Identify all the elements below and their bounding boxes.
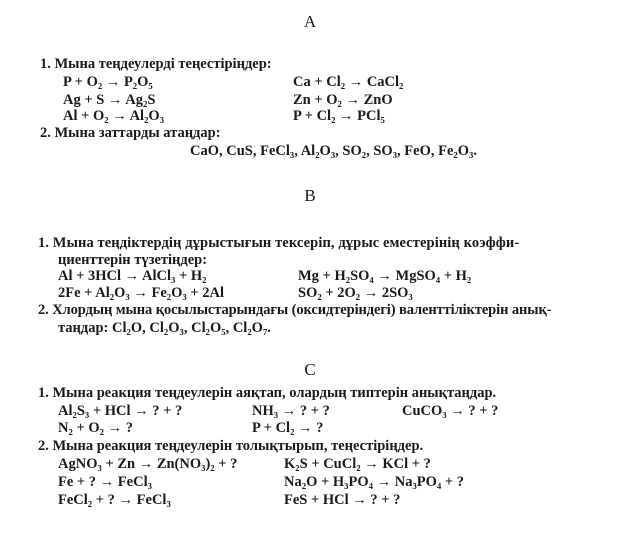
- section-a-heading: A: [303, 12, 317, 31]
- section-b-task-1-line-1: 1. Мына теңдіктердің дұрыстығын тексеріп, дұрыс еместерінің коэффи-: [38, 235, 520, 251]
- section-a-task-1: 1. Мына теңдеулерді теңестіріңдер:: [40, 56, 272, 72]
- a-substances: CaO, CuS, FeCl₃, Al₂O₃, SO₂, SO₃, FeO, Fe₂O₃.: [190, 143, 478, 159]
- b-eq-1-right: Mg + H₂SO₄ → MgSO₄ + H₂: [298, 268, 472, 284]
- c-eq-2-left: Fe + ? → FeCl₃: [58, 474, 152, 490]
- c-eq-1-left: AgNO₃ + Zn → Zn(NO₃)₂ + ?: [58, 456, 238, 472]
- b-eq-2-left: 2Fe + Al₂O₃ → Fe₂O₃ + 2Al: [58, 285, 225, 301]
- a-eq-1-right: Ca + Cl₂ → CaCl₂: [293, 74, 404, 90]
- section-b-heading: B: [304, 186, 316, 205]
- section-c-task-2: 2. Мына реакция теңдеулерін толықтырып, теңестіріңдер.: [38, 438, 424, 454]
- section-b-task-2-line-1: 2. Хлордың мына қосылыстарындағы (оксидтеріндегі) валенттіліктерін анық-: [38, 302, 552, 318]
- b-eq-1-left: Al + 3HCl → AlCl₃ + H₂: [58, 268, 207, 284]
- c-eq-3-left: FeCl₂ + ? → FeCl₃: [58, 492, 171, 508]
- c-row-1-eq-2: NH₃ → ? + ?: [252, 403, 330, 419]
- section-a-task-2: 2. Мына заттарды атаңдар:: [40, 125, 221, 141]
- section-b-task-2-line-2: таңдар: Cl₂O, Cl₂O₃, Cl₂O₅, Cl₂O₇.: [58, 320, 271, 336]
- c-eq-2-right: Na₂O + H₃PO₄ → Na₃PO₄ + ?: [284, 474, 465, 490]
- c-eq-1-right: K₂S + CuCl₂ → KCl + ?: [284, 456, 431, 472]
- a-eq-2-right: Zn + O₂ → ZnO: [293, 92, 393, 108]
- c-eq-3-right: FeS + HCl → ? + ?: [284, 492, 401, 508]
- section-b-task-1-line-2: циенттерін түзетіңдер:: [58, 252, 208, 268]
- a-eq-3-left: Al + O₂ → Al₂O₃: [63, 108, 165, 124]
- b-eq-2-right: SO₂ + 2O₂ → 2SO₃: [298, 285, 413, 301]
- c-row-1-eq-3: CuCO₃ → ? + ?: [402, 403, 499, 419]
- a-eq-1-left: P + O₂ → P₂O₅: [63, 74, 153, 90]
- c-row-2-eq-2: P + Cl₂ → ?: [252, 420, 324, 436]
- a-eq-2-left: Ag + S → Ag₂S: [63, 92, 156, 108]
- a-eq-3-right: P + Cl₂ → PCl₅: [293, 108, 385, 124]
- c-row-2-eq-1: N₂ + O₂ → ?: [58, 420, 133, 436]
- c-row-1-eq-1: Al₂S₃ + HCl → ? + ?: [58, 403, 183, 419]
- section-c-heading: C: [304, 360, 316, 379]
- section-c-task-1: 1. Мына реакция теңдеулерін аяқтап, олардың типтерін анықтаңдар.: [38, 385, 497, 401]
